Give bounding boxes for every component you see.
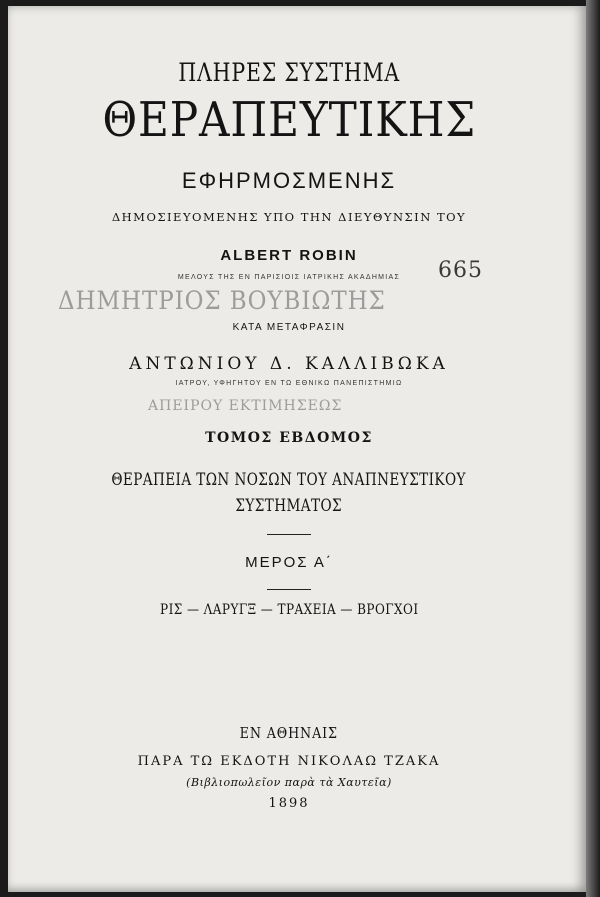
subject-line-1: ΘΕΡΑΠΕΙΑ ΤΩΝ ΝΟΣΩΝ ΤΟΥ ΑΝΑΠΝΕΥΣΤΙΚΟΥ bbox=[111, 470, 467, 490]
translator-affiliation: ΙΑΤΡΟΥ, ΥΦΗΓΗΤΟΥ ΕΝ ΤΩ ΕΘΝΙΚΩ ΠΑΝΕΠΙΣΤΗΜΙΩ bbox=[175, 380, 403, 387]
handwritten-number: 665 bbox=[438, 258, 483, 283]
library-stamp-name: ΔΗΜΗΤΡΙΟΣ ΒΟΥΒΙΩΤΗΣ bbox=[58, 286, 386, 315]
translator-name: ΑΝΤΩΝΙΟΥ Δ. ΚΑΛΛΙΒΩΚΑ bbox=[129, 354, 449, 374]
subject-line-2: ΣΥΣΤΗΜΑΤΟΣ bbox=[235, 496, 343, 516]
library-stamp-note: ΑΠΕΙΡΟΥ ΕΚΤΙΜΗΣΕΩΣ bbox=[148, 398, 343, 414]
divider-2 bbox=[267, 589, 311, 590]
publisher-line: ΠΑΡΑ ΤΩ ΕΚΔΟΤΗ ΝΙΚΟΛΑΩ ΤΖΑΚΑ bbox=[137, 754, 441, 769]
main-title: ΘΕΡΑΠΕΥΤΙΚΗΣ bbox=[102, 92, 476, 148]
contents-line: ΡΙΣ — ΛΑΡΥΓΞ — ΤΡΑΧΕΙΑ — ΒΡΟΓΧΟΙ bbox=[159, 602, 419, 618]
volume-label: ΤΟΜΟΣ ΕΒΔΟΜΟΣ bbox=[205, 430, 373, 446]
divider-1 bbox=[267, 534, 311, 535]
page-edge-shadow bbox=[586, 0, 600, 897]
book-title-page bbox=[8, 6, 586, 892]
author-name: ALBERT ROBIN bbox=[220, 247, 358, 264]
translation-label: ΚΑΤΑ ΜΕΤΑΦΡΑΣΙΝ bbox=[232, 322, 346, 333]
title-line-1: ΠΛΗΡΕΣ ΣΥΣΤΗΜΑ bbox=[178, 58, 400, 87]
publication-year: 1898 bbox=[268, 796, 310, 811]
place-of-publication: ΕΝ ΑΘΗΝΑΙΣ bbox=[239, 724, 339, 742]
author-affiliation: ΜΕΛΟΥΣ ΤΗΣ ΕΝ ΠΑΡΙΣΙΟΙΣ ΙΑΤΡΙΚΗΣ ΑΚΑΔΗΜΙΑΣ bbox=[177, 274, 401, 281]
part-label: ΜΕΡΟΣ Α΄ bbox=[245, 554, 333, 571]
title-line-4: ΔΗΜΟΣΙΕΥΟΜΕΝΗΣ ΥΠΟ ΤΗΝ ΔΙΕΥΘΥΝΣΙΝ ΤΟΥ bbox=[111, 210, 467, 224]
title-line-3: ΕΦΗΡΜΟΣΜΕΝΗΣ bbox=[181, 168, 397, 193]
publisher-note: (Βιβλιοπωλεῖον παρὰ τὰ Χαυτεῖα) bbox=[186, 776, 392, 789]
